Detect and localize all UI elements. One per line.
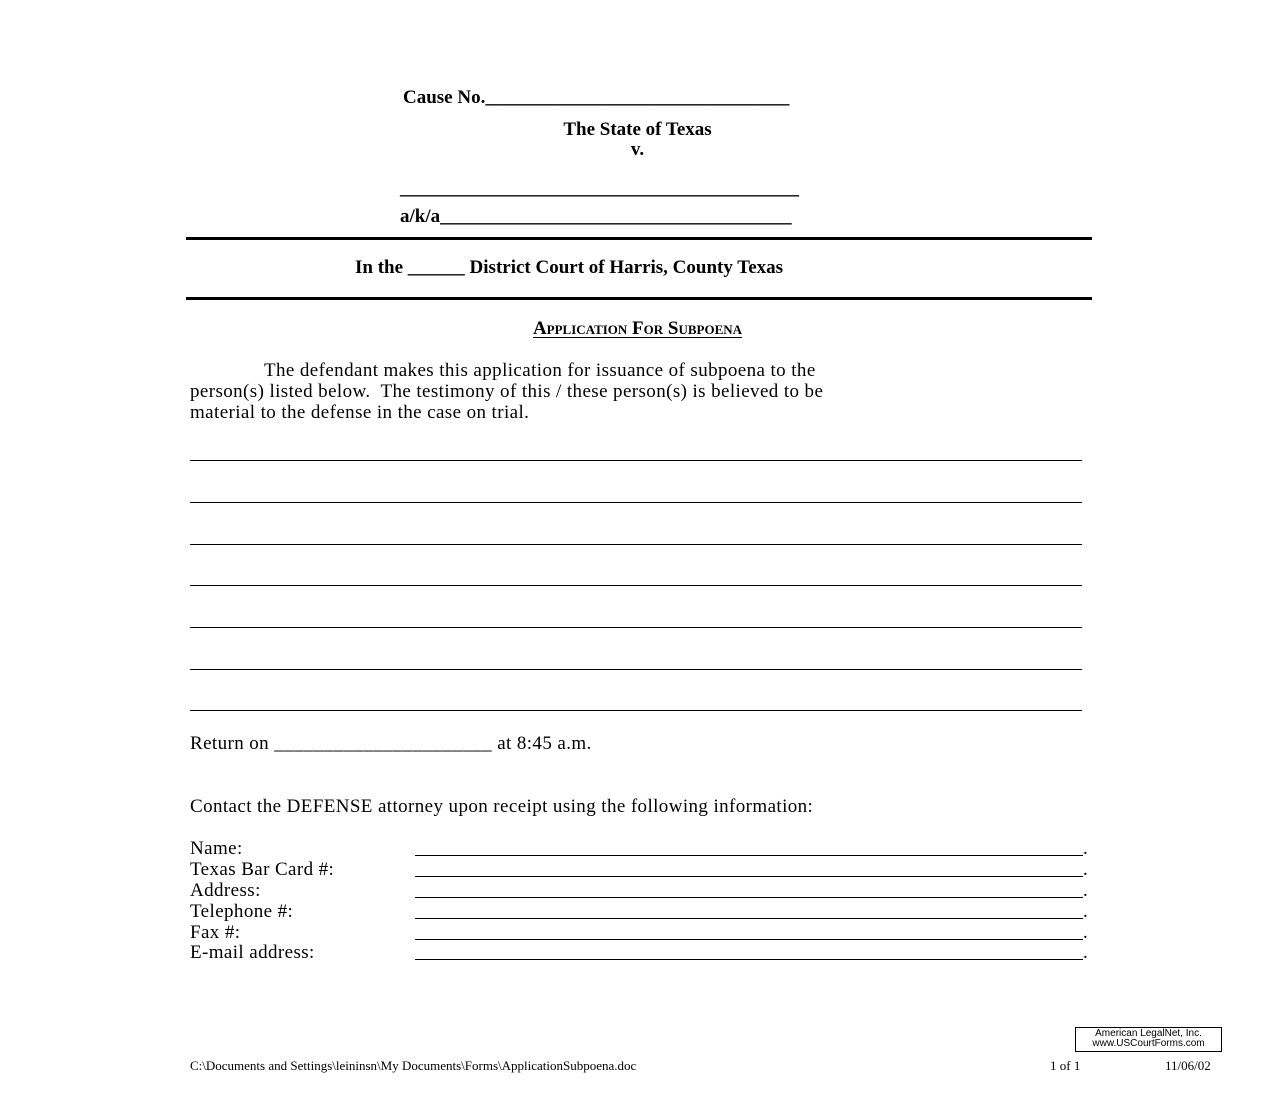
field-input-address[interactable]: [415, 897, 1083, 898]
field-input-bar-card[interactable]: [415, 876, 1083, 877]
field-end-mark: .: [1083, 838, 1088, 859]
aka-blank[interactable]: _____________________________________: [440, 206, 792, 227]
return-date-blank[interactable]: ______________________: [274, 733, 493, 754]
field-end-mark: .: [1083, 922, 1088, 943]
court-number-blank[interactable]: ______: [407, 257, 465, 278]
field-label-email: E-mail address:: [190, 942, 315, 963]
field-label-fax: Fax #:: [190, 922, 241, 943]
field-input-name[interactable]: [415, 855, 1083, 856]
aka-line: [400, 206, 792, 228]
field-end-mark: .: [1083, 859, 1088, 880]
field-input-email[interactable]: [415, 959, 1083, 960]
aka-label: a/k/a: [400, 206, 441, 227]
field-end-mark: .: [1083, 880, 1088, 901]
cause-number-blank[interactable]: ________________________________: [485, 87, 790, 108]
defendant-name-blank[interactable]: __________________________________________: [400, 178, 799, 199]
footer-date: 11/06/02: [1165, 1058, 1211, 1073]
return-label: Return on: [190, 733, 270, 754]
cause-number-line: [403, 87, 789, 109]
publisher-url: www.USCourtForms.com: [1092, 1038, 1205, 1049]
top-rule: [186, 237, 1092, 240]
return-time: at 8:45 a.m.: [497, 733, 592, 754]
field-label-telephone: Telephone #:: [190, 901, 294, 922]
witness-line-6[interactable]: [190, 669, 1082, 670]
court-name: District Court of Harris, County Texas: [469, 257, 784, 278]
publisher-stamp: [1075, 1027, 1222, 1052]
intro-line-1: The defendant makes this application for issuance of subpoena to the: [264, 360, 816, 381]
publisher-name: American LegalNet, Inc.: [1095, 1028, 1202, 1039]
witness-line-5[interactable]: [190, 627, 1082, 628]
field-input-fax[interactable]: [415, 939, 1083, 940]
intro-line-3: material to the defense in the case on trial.: [190, 402, 530, 423]
field-end-mark: .: [1083, 942, 1088, 963]
plaintiff-name: The State of Texas: [563, 119, 712, 140]
witness-line-4[interactable]: [190, 585, 1082, 586]
return-line: [190, 733, 592, 755]
witness-line-7[interactable]: [190, 710, 1082, 711]
field-end-mark: .: [1083, 901, 1088, 922]
document-title: Application For Subpoena: [532, 318, 743, 339]
footer-page-number: 1 of 1: [1050, 1058, 1081, 1073]
versus-label: v.: [630, 139, 645, 160]
bottom-rule: [186, 297, 1092, 300]
field-input-telephone[interactable]: [415, 918, 1083, 919]
cause-number-label: Cause No.: [403, 87, 486, 108]
field-label-name: Name:: [190, 838, 243, 859]
court-line: [355, 257, 783, 279]
court-prefix: In the: [355, 257, 404, 278]
field-label-bar-card: Texas Bar Card #:: [190, 859, 335, 880]
witness-line-1[interactable]: [190, 460, 1082, 461]
footer-file-path: C:\Documents and Settings\leininsn\My Documents\Forms\ApplicationSubpoena.doc: [190, 1058, 637, 1073]
witness-line-3[interactable]: [190, 544, 1082, 545]
witness-line-2[interactable]: [190, 502, 1082, 503]
field-label-address: Address:: [190, 880, 261, 901]
intro-line-2: person(s) listed below. The testimony of this / these person(s) is believed to be: [190, 381, 824, 402]
contact-instruction: Contact the DEFENSE attorney upon receipt using the following information:: [190, 796, 814, 817]
